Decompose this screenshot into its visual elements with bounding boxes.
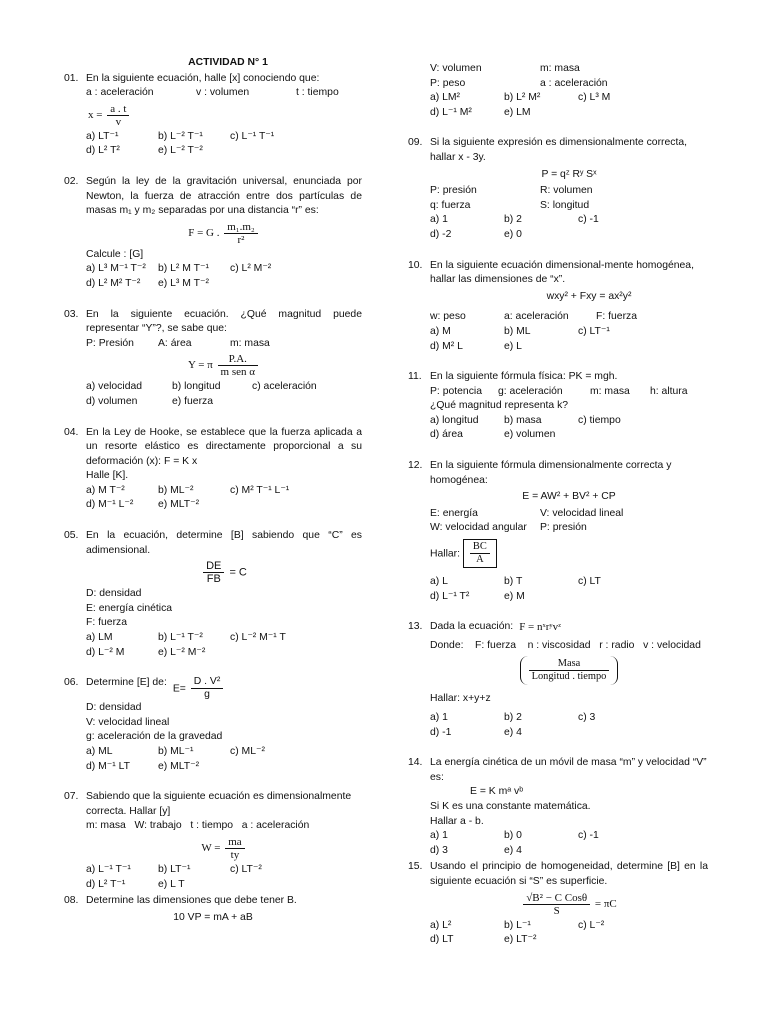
equation: x = $\frac{a . t}{v}$ — [86, 103, 362, 128]
question-number: 10. — [408, 259, 423, 271]
question-text: En la Ley de Hooke, se establece que la fuerza aplicada a un resorte elástico es directamente proporcional a su deformación (x): F = K x — [86, 426, 362, 467]
question-07 — [64, 790, 362, 892]
variable: E: energía cinética — [86, 602, 173, 614]
equation: $\frac{\text{√B² − C Cosθ}}{S}$ = πC — [430, 892, 708, 917]
option-c[interactable]: c) L³ M — [578, 92, 611, 104]
option-d[interactable]: d) -2 — [430, 228, 452, 240]
variable: V: volumen — [430, 63, 482, 74]
question-10 — [408, 259, 708, 355]
option-e[interactable]: e) volumen — [504, 429, 556, 441]
question-05 — [64, 529, 362, 660]
option-a[interactable]: a) 1 — [430, 830, 448, 842]
variable: v : volumen — [196, 87, 250, 99]
equation: wxy² + Fxy = ax²y² — [546, 290, 632, 302]
question-04 — [64, 426, 362, 514]
answer-options — [86, 631, 362, 660]
option-a[interactable]: a) L³ M⁻¹ T⁻² — [86, 263, 146, 275]
equation: E = AW² + BV² + CP — [522, 491, 616, 503]
question-number: 14. — [408, 757, 423, 769]
option-a[interactable]: a) M T⁻² — [86, 484, 125, 496]
option-a[interactable]: a) M — [430, 325, 451, 337]
option-d[interactable]: d) LT — [430, 934, 454, 946]
option-e[interactable]: e) 4 — [504, 726, 522, 738]
question-13 — [408, 620, 708, 740]
option-a[interactable]: a) L² — [430, 919, 452, 931]
variable: R: volumen — [540, 185, 593, 197]
option-a[interactable]: a) L⁻¹ T⁻¹ — [86, 863, 131, 875]
option-c[interactable]: c) LT — [578, 576, 601, 588]
question-number: 15. — [408, 861, 423, 873]
question-number: 08. — [64, 895, 79, 907]
option-b[interactable]: b) L⁻² T⁻¹ — [158, 130, 203, 142]
option-c[interactable]: c) LT⁻² — [230, 863, 262, 875]
question-number: 09. — [408, 137, 423, 149]
question-14 — [408, 756, 708, 858]
variable: P: presión — [430, 185, 477, 197]
variable: t : tiempo — [296, 87, 339, 99]
unit-expression: $\frac{\text{Masa}}{\text{Longitud . tiempo}}$ — [430, 656, 708, 685]
option-b[interactable]: b) longitud — [172, 381, 221, 393]
option-e[interactable]: e) L T — [158, 878, 185, 890]
option-c[interactable]: c) -1 — [578, 830, 599, 842]
option-e[interactable]: e) fuerza — [172, 395, 214, 407]
option-d[interactable]: d) L² T⁻¹ — [86, 878, 126, 890]
question-number: 01. — [64, 72, 79, 84]
option-c[interactable]: c) L⁻² — [578, 919, 605, 931]
option-a[interactable]: a) 1 — [430, 214, 448, 226]
option-b[interactable]: b) 2 — [504, 712, 522, 723]
option-b[interactable]: b) L² M² — [504, 92, 541, 104]
option-c[interactable]: c) -1 — [578, 214, 599, 226]
question-15 — [408, 860, 708, 947]
option-c[interactable]: c) aceleración — [252, 381, 317, 393]
option-c[interactable]: c) M² T⁻¹ L⁻¹ — [230, 484, 290, 496]
option-e[interactable]: e) MLT⁻² — [158, 760, 200, 772]
option-e[interactable]: e) L⁻² T⁻² — [158, 145, 203, 157]
answer-options — [86, 484, 362, 513]
equation: W = $\frac{ma}{ty}$ — [86, 836, 362, 861]
option-d[interactable]: d) -1 — [430, 726, 452, 738]
variable: V: velocidad lineal — [540, 507, 624, 519]
variable: w: peso — [430, 311, 466, 323]
variable: S: longitud — [540, 199, 590, 211]
answer-options — [86, 262, 362, 291]
variable: m: masa — [590, 385, 630, 397]
option-d[interactable]: d) L⁻¹ T² — [430, 590, 470, 602]
question-06 — [64, 676, 362, 774]
option-b[interactable]: b) T — [504, 576, 523, 588]
variable: P: potencia — [430, 385, 482, 397]
variable: W: velocidad angular — [430, 522, 527, 534]
option-b[interactable]: b) ML⁻¹ — [158, 746, 194, 757]
option-e[interactable]: e) 4 — [504, 844, 522, 856]
question-text: En la siguiente ecuación, halle [x] conociendo que: — [86, 72, 320, 84]
option-c[interactable]: c) L⁻¹ T⁻¹ — [230, 130, 275, 142]
equation: E = K mᵃ vᵇ — [470, 786, 524, 798]
option-c[interactable]: c) L⁻² M⁻¹ T — [230, 632, 286, 644]
option-b[interactable]: b) 0 — [504, 830, 522, 842]
variable: P: presión — [540, 522, 587, 534]
option-e[interactable]: e) L⁻² M⁻² — [158, 646, 206, 658]
instruction: Halle [K]. — [86, 470, 129, 482]
left-column — [64, 56, 362, 927]
question-text: En la siguiente ecuación dimensional-mente homogénea, hallar las dimensiones de “x”. — [430, 259, 694, 286]
answer-options — [86, 863, 362, 892]
variable: D: densidad — [86, 588, 142, 600]
variable: h: altura — [650, 385, 688, 397]
option-c[interactable]: c) LT⁻¹ — [578, 325, 610, 337]
variable: g: aceleración — [498, 385, 563, 397]
option-c[interactable]: c) tiempo — [578, 414, 621, 426]
variable: P: Presión — [86, 337, 134, 349]
option-b[interactable]: b) ML — [504, 325, 531, 337]
answer-options — [430, 325, 708, 354]
answer-options — [430, 829, 708, 858]
variable: P: peso — [430, 77, 466, 89]
hallar-row: Hallar: $\frac{BC}{A}$ — [430, 539, 708, 568]
option-a[interactable]: a) 1 — [430, 712, 448, 723]
right-column — [408, 62, 708, 964]
option-b[interactable]: b) LT⁻¹ — [158, 863, 191, 875]
question-text: En la siguiente fórmula física: PK = mgh. — [430, 371, 618, 383]
option-e[interactable]: e) LM — [504, 106, 531, 118]
question-08-continued — [408, 62, 708, 120]
question-prompt: ¿Qué magnitud representa k? — [430, 400, 569, 412]
variable: E: energía — [430, 507, 478, 519]
option-b[interactable]: b) 2 — [504, 214, 522, 226]
option-d[interactable]: d) L⁻¹ M² — [430, 106, 472, 118]
question-number: 07. — [64, 791, 79, 803]
question-number: 03. — [64, 308, 79, 320]
variable: V: velocidad lineal — [86, 716, 170, 728]
question-11 — [408, 370, 708, 443]
question-08 — [64, 894, 362, 925]
option-a[interactable]: a) LM² — [430, 92, 461, 104]
variable: q: fuerza — [430, 199, 471, 211]
option-e[interactable]: e) LT⁻² — [504, 934, 537, 946]
question-number: 06. — [64, 677, 79, 689]
option-b[interactable]: b) L⁻¹ — [504, 919, 531, 931]
variable: g: aceleración de la gravedad — [86, 731, 223, 743]
option-d[interactable]: d) L² T² — [86, 145, 120, 157]
question-text: Según la ley de la gravitación universal, enunciada por Newton, la fuerza de atracción entre dos partículas de masas m₁ y m₂ separadas por una distancia “r” es: — [86, 175, 362, 217]
question-12 — [408, 459, 708, 604]
answer-options — [430, 414, 708, 443]
option-d[interactable]: d) área — [430, 429, 463, 441]
variable: m: masa — [230, 337, 270, 349]
variable: m: masa — [540, 63, 580, 74]
option-b[interactable]: b) masa — [504, 414, 542, 426]
option-d[interactable]: d) M⁻¹ L⁻² — [86, 499, 134, 511]
answer-options — [430, 213, 708, 242]
question-text: Sabiendo que la siguiente ecuación es dimensionalmente correcta. Hallar [y] — [86, 791, 352, 817]
question-text: Determine [E] de: — [86, 677, 167, 689]
option-d[interactable]: d) L⁻² M — [86, 646, 125, 658]
question-number: 12. — [408, 460, 423, 472]
option-e[interactable]: e) 0 — [504, 228, 522, 240]
equation: Y = π $\frac{P.A.}{\text{m sen α}}$ — [86, 353, 362, 378]
equation: F = nˣrʸvᶻ — [519, 621, 562, 634]
variable: a: aceleración — [504, 311, 569, 323]
variable: F: fuerza — [86, 617, 127, 629]
question-01 — [64, 72, 362, 159]
option-a[interactable]: a) longitud — [430, 414, 479, 426]
variable: F: fuerza — [596, 311, 637, 323]
instruction: Calcule : [G] — [86, 248, 144, 260]
option-a[interactable]: a) velocidad — [86, 381, 143, 393]
variables: Donde: F: fuerza n : viscosidad r : radio v : velocidad — [430, 639, 701, 651]
option-e[interactable]: e) L — [504, 340, 522, 352]
option-b[interactable]: b) L⁻¹ T⁻² — [158, 632, 203, 644]
option-d[interactable]: d) M² L — [430, 340, 463, 352]
option-c[interactable]: c) 3 — [578, 712, 596, 723]
question-02 — [64, 175, 362, 292]
variable: a : aceleración — [540, 77, 608, 89]
instruction: Hallar: x+y+z — [430, 693, 491, 705]
equation: 10 VP = mA + aB — [173, 911, 253, 923]
option-b[interactable]: b) ML⁻² — [158, 484, 194, 496]
option-a[interactable]: a) L — [430, 576, 448, 588]
option-e[interactable]: e) MLT⁻² — [158, 499, 200, 511]
equation: F = G . $\frac{\text{m₁.m₂}}{\text{r²}}$ — [86, 221, 362, 246]
question-03 — [64, 308, 362, 410]
question-number: 02. — [64, 175, 79, 187]
option-a[interactable]: a) LT⁻¹ — [86, 130, 119, 142]
option-c[interactable]: c) ML⁻² — [230, 746, 265, 757]
answer-options — [86, 745, 362, 774]
variable: A: área — [158, 337, 192, 349]
note: Si K es una constante matemática. — [430, 800, 591, 812]
question-text: En la ecuación, determine [B] sabiendo que “C” es adimensional. — [86, 530, 362, 556]
variable: a : aceleración — [86, 87, 154, 99]
option-e[interactable]: e) M — [504, 590, 525, 602]
answer-options — [430, 575, 708, 604]
question-text: En la siguiente ecuación. ¿Qué magnitud puede representar “Y”?, se sabe que: — [86, 308, 362, 335]
question-text: Dada la ecuación: — [430, 621, 514, 633]
question-number: 04. — [64, 426, 79, 438]
answer-options — [430, 919, 708, 948]
question-text: La energía cinética de un móvil de masa “m” y velocidad “V” es: — [430, 757, 707, 783]
instruction: Hallar a - b. — [430, 815, 484, 827]
option-b[interactable]: b) L² M T⁻¹ — [158, 263, 209, 275]
option-c[interactable]: c) L² M⁻² — [230, 263, 272, 275]
option-a[interactable]: a) ML — [86, 746, 113, 757]
equation: P = qᶻ Rʸ Sˣ — [541, 168, 597, 180]
answer-options — [430, 91, 708, 120]
question-text: Si la siguiente expresión es dimensionalmente correcta, hallar x - 3y. — [430, 137, 688, 163]
question-number: 11. — [408, 371, 422, 383]
equation: $\frac{DE}{FB}$ = C — [86, 560, 362, 585]
question-09 — [408, 136, 708, 242]
option-a[interactable]: a) LM — [86, 632, 113, 644]
variables: m: masa W: trabajo t : tiempo a : aceleración — [86, 820, 310, 832]
page-title: ACTIVIDAD N° 1 — [188, 57, 268, 68]
equation: E= $\frac{\text{D . V²}}{g}$ — [173, 676, 225, 701]
option-d[interactable]: d) L² M² T⁻² — [86, 277, 141, 289]
question-text: Usando el principio de homogeneidad, determine [B] en la siguiente ecuación si “S” es superficie. — [430, 861, 708, 887]
option-d[interactable]: d) volumen — [86, 395, 138, 407]
option-d[interactable]: d) 3 — [430, 844, 448, 856]
answer-options — [430, 711, 708, 740]
question-text: En la siguiente fórmula dimensionalmente correcta y homogénea: — [430, 460, 672, 486]
question-text: Determine las dimensiones que debe tener B. — [86, 895, 297, 907]
question-number: 05. — [64, 530, 79, 542]
answer-options — [86, 380, 362, 409]
option-d[interactable]: d) M⁻¹ LT — [86, 760, 130, 772]
option-e[interactable]: e) L³ M T⁻² — [158, 277, 209, 289]
variable: D: densidad — [86, 702, 142, 714]
question-number: 13. — [408, 621, 423, 633]
answer-options — [86, 130, 362, 159]
